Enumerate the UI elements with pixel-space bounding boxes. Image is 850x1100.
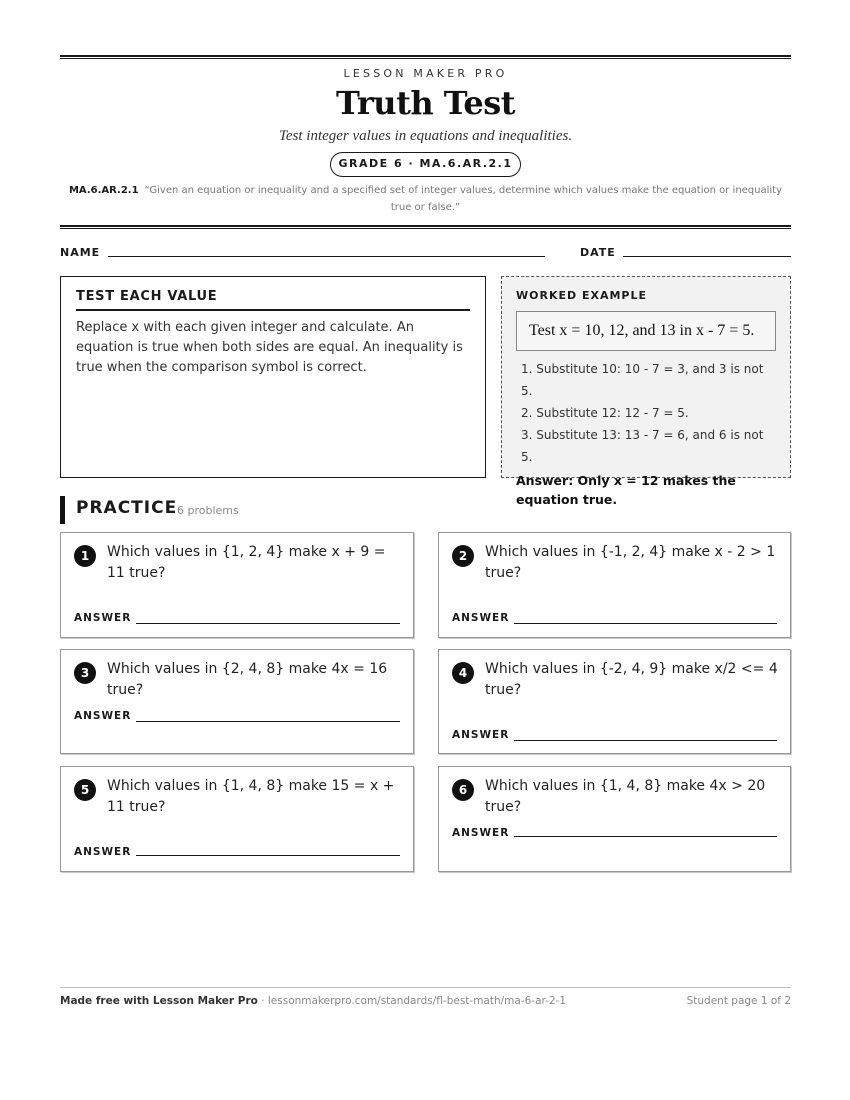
worked-example-step: 3. Substitute 13: 13 - 7 = 6, and 6 is not 5. — [521, 428, 764, 464]
problem-card-3 — [60, 649, 414, 754]
answer-label: ANSWER — [452, 729, 510, 741]
answer-label: ANSWER — [452, 827, 510, 839]
problem-question: Which values in {1, 4, 8} make 15 = x + 11 true? — [107, 778, 395, 815]
worked-example-steps — [516, 358, 776, 468]
answer-field[interactable] — [514, 623, 777, 624]
practice-heading — [60, 496, 791, 524]
problem-number-badge: 6 — [452, 779, 474, 801]
problem-number-badge: 5 — [74, 779, 96, 801]
problem-card-5 — [60, 766, 414, 872]
standard-description — [60, 182, 791, 216]
answer-label: ANSWER — [74, 710, 132, 722]
problem-question: Which values in {2, 4, 8} make 4x = 16 true? — [107, 661, 388, 698]
problem-card-6 — [438, 766, 791, 872]
problem-card-2 — [438, 532, 791, 638]
brand-name: LESSON MAKER PRO — [343, 67, 508, 80]
problem-number-badge: 1 — [74, 545, 96, 567]
footer-rule — [60, 987, 791, 988]
answer-field[interactable] — [514, 836, 777, 837]
practice-title: PRACTICE — [76, 498, 178, 518]
practice-count: 6 problems — [177, 504, 239, 517]
grade-badge: GRADE 6 · MA.6.AR.2.1 — [330, 152, 521, 177]
problem-card-4 — [438, 649, 791, 754]
name-field[interactable] — [108, 256, 545, 257]
footer-url[interactable]: · lessonmakerpro.com/standards/fl-best-math/ma-6-ar-2-1 — [257, 995, 567, 1007]
date-field[interactable] — [623, 256, 791, 257]
answer-field[interactable] — [136, 855, 400, 856]
header-bottom-rule — [60, 225, 791, 229]
answer-label: ANSWER — [74, 612, 132, 624]
problem-card-1 — [60, 532, 414, 638]
problem-question: Which values in {-1, 2, 4} make x - 2 > 1 true? — [485, 544, 776, 581]
instructions-box — [60, 276, 486, 478]
instructions-body: Replace x with each given integer and calculate. An equation is true when both sides are equal. An inequality is true when the comparison symbol is correct. — [76, 320, 463, 375]
answer-field[interactable] — [136, 623, 400, 624]
answer-label: ANSWER — [74, 846, 132, 858]
name-label: NAME — [60, 246, 101, 259]
instructions-title: TEST EACH VALUE — [76, 289, 470, 311]
worked-example-answer: Answer: Only x = 12 makes the equation true. — [516, 473, 736, 507]
answer-field[interactable] — [136, 721, 400, 722]
problem-number-badge: 2 — [452, 545, 474, 567]
problem-question: Which values in {1, 2, 4} make x + 9 = 11 true? — [107, 544, 386, 581]
worked-example-step: 2. Substitute 12: 12 - 7 = 5. — [521, 406, 689, 420]
worksheet-page — [60, 0, 791, 1100]
answer-field[interactable] — [514, 740, 777, 741]
worked-example-title: WORKED EXAMPLE — [516, 289, 647, 302]
standard-code: MA.6.AR.2.1 — [68, 185, 139, 196]
footer-credit — [60, 995, 566, 1007]
standard-text: “Given an equation or inequality and a specified set of integer values, determine which values make the equation or inequality true or false.” — [144, 185, 783, 213]
problem-number-badge: 4 — [452, 662, 474, 684]
footer-page-number: Student page 1 of 2 — [686, 995, 791, 1007]
header-top-rule — [60, 55, 791, 59]
page-title: Truth Test — [335, 84, 516, 122]
practice-accent-bar — [60, 496, 65, 524]
date-label: DATE — [580, 246, 616, 259]
problem-number-badge: 3 — [74, 662, 96, 684]
worked-example-step: 1. Substitute 10: 10 - 7 = 3, and 3 is not 5. — [521, 362, 764, 398]
worked-example-box — [501, 276, 791, 507]
problem-question: Which values in {-2, 4, 9} make x/2 <= 4 true? — [485, 661, 778, 698]
answer-label: ANSWER — [452, 612, 510, 624]
worked-example-problem: Test x = 10, 12, and 13 in x - 7 = 5. — [516, 311, 776, 351]
problem-question: Which values in {1, 4, 8} make 4x > 20 true? — [485, 778, 766, 815]
footer-made-with: Made free with Lesson Maker Pro — [60, 995, 258, 1007]
page-subtitle: Test integer values in equations and inequalities. — [278, 128, 573, 144]
